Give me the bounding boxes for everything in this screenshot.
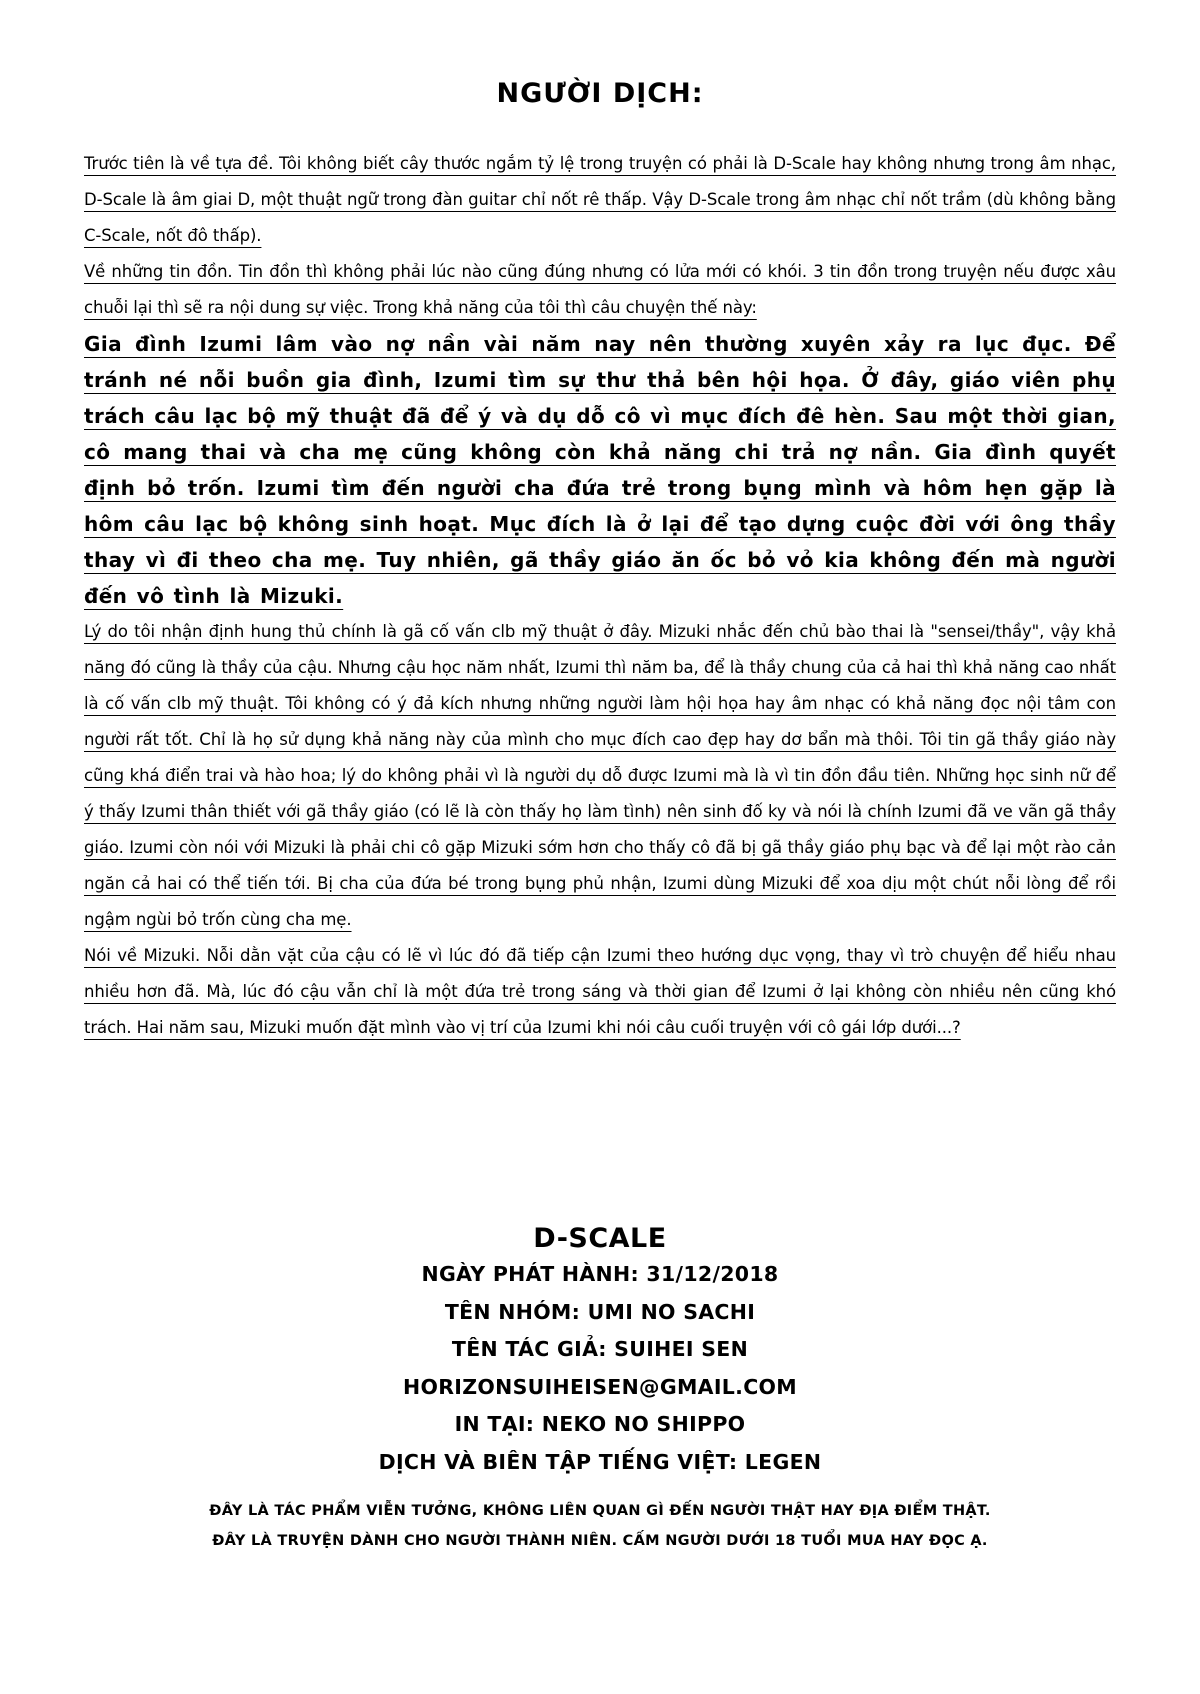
release-credits xyxy=(0,1222,1200,1481)
translator-line: DỊCH VÀ BIÊN TẬP TIẾNG VIỆT: LEGEN xyxy=(378,1449,822,1474)
release-date-line: NGÀY PHÁT HÀNH: 31/12/2018 xyxy=(421,1262,779,1286)
author-name-line: TÊN TÁC GIẢ: SUIHEI SEN xyxy=(451,1337,749,1361)
disclaimer xyxy=(0,1496,1200,1556)
group-name-line: TÊN NHÓM: UMI NO SACHI xyxy=(444,1299,756,1324)
translator-notes-body xyxy=(84,146,1116,1046)
paragraph-mizuki-note: Nói về Mizuki. Nỗi dằn vặt của cậu có lẽ vì lúc đó đã tiếp cận Izumi theo hướng dục vọng, thay vì trò chuyện để hiểu nhau nhiều hơn đã. Mà, lúc đó cậu vẫn chỉ là một đứa trẻ trong sáng và thời gian để Izumi ở lại không còn nhiều nên cũng khó trách. Hai năm sau, Mizuki muốn đặt mình vào vị trí của Izumi khi nói câu cuối truyện với cô gái lớp dưới...? xyxy=(84,946,1116,1037)
paragraph-culprit-analysis: Lý do tôi nhận định hung thủ chính là gã cố vấn clb mỹ thuật ở đây. Mizuki nhắc đến chủ bào thai là "sensei/thầy", vậy khả năng đó cũng là thầy của cậu. Nhưng cậu học năm nhất, Izumi thì năm ba, để là thầy chung của cả hai thì khả năng cao nhất là cố vấn clb mỹ thuật. Tôi không có ý đả kích nhưng những người làm hội họa hay âm nhạc có khả năng đọc nội tâm con người rất tốt. Chỉ là họ sử dụng khả năng này của mình cho mục đích cao đẹp hay dơ bẩn mà thôi. Tôi tin gã thầy giáo này cũng khá điển trai và hào hoa; lý do không phải vì là người dụ dỗ được Izumi mà là vì tin đồn đầu tiên. Những học sinh nữ để ý thấy Izumi thân thiết với gã thầy giáo (có lẽ là còn thấy họ làm tình) nên sinh đố ky và nói là chính Izumi đã ve vãn gã thầy giáo. Izumi còn nói với Mizuki là phải chi cô gặp Mizuki sớm hơn cho thấy cô đã bị gã thầy giáo phụ bạc và để lại một rào cản ngăn cả hai có thể tiến tới. Bị cha của đứa bé trong bụng phủ nhận, Izumi dùng Mizuki để xoa dịu một chút nỗi lòng để rồi ngậm ngùi bỏ trốn cùng cha mẹ. xyxy=(84,622,1116,929)
disclaimer-adult-line: ĐÂY LÀ TRUYỆN DÀNH CHO NGƯỜI THÀNH NIÊN. CẤM NGƯỜI DƯỚI 18 TUỔI MUA HAY ĐỌC Ạ. xyxy=(212,1533,988,1549)
page-title: NGƯỜI DỊCH: xyxy=(496,78,704,109)
printer-line: IN TẠI: NEKO NO SHIPPO xyxy=(454,1412,746,1436)
release-title: D-SCALE xyxy=(533,1223,667,1254)
paragraph-rumors-note: Về những tin đồn. Tin đồn thì không phải lúc nào cũng đúng nhưng có lửa mới có khói. 3 tin đồn trong truyện nếu được xâu chuỗi lại thì sẽ ra nội dung sự việc. Trong khả năng của tôi thì câu chuyện thế này: xyxy=(84,262,1116,317)
author-email-line: HORIZONSUIHEISEN@GMAIL.COM xyxy=(403,1374,797,1399)
paragraph-story-summary: Gia đình Izumi lâm vào nợ nần vài năm nay nên thường xuyên xảy ra lục đục. Để tránh né nỗi buồn gia đình, Izumi tìm sự thư thả bên hội họa. Ở đây, giáo viên phụ trách câu lạc bộ mỹ thuật đã để ý và dụ dỗ cô vì mục đích đê hèn. Sau một thời gian, cô mang thai và cha mẹ cũng không còn khả năng chi trả nợ nần. Gia đình quyết định bỏ trốn. Izumi tìm đến người cha đứa trẻ trong bụng mình và hôm hẹn gặp là hôm câu lạc bộ không sinh hoạt. Mục đích là ở lại để tạo dựng cuộc đời với ông thầy thay vì đi theo cha mẹ. Tuy nhiên, gã thầy giáo ăn ốc bỏ vỏ kia không đến mà người đến vô tình là Mizuki. xyxy=(84,332,1116,608)
disclaimer-fiction-line: ĐÂY LÀ TÁC PHẨM VIỄN TƯỞNG, KHÔNG LIÊN QUAN GÌ ĐẾN NGƯỜI THẬT HAY ĐỊA ĐIỂM THẬT. xyxy=(209,1503,991,1519)
paragraph-title-note: Trước tiên là về tựa đề. Tôi không biết cây thước ngắm tỷ lệ trong truyện có phải là D-Scale hay không nhưng trong âm nhạc, D-Scale là âm giai D, một thuật ngữ trong đàn guitar chỉ nốt rê thấp. Vậy D-Scale trong âm nhạc chỉ nốt trầm (dù không bằng C-Scale, nốt đô thấp). xyxy=(84,154,1116,245)
